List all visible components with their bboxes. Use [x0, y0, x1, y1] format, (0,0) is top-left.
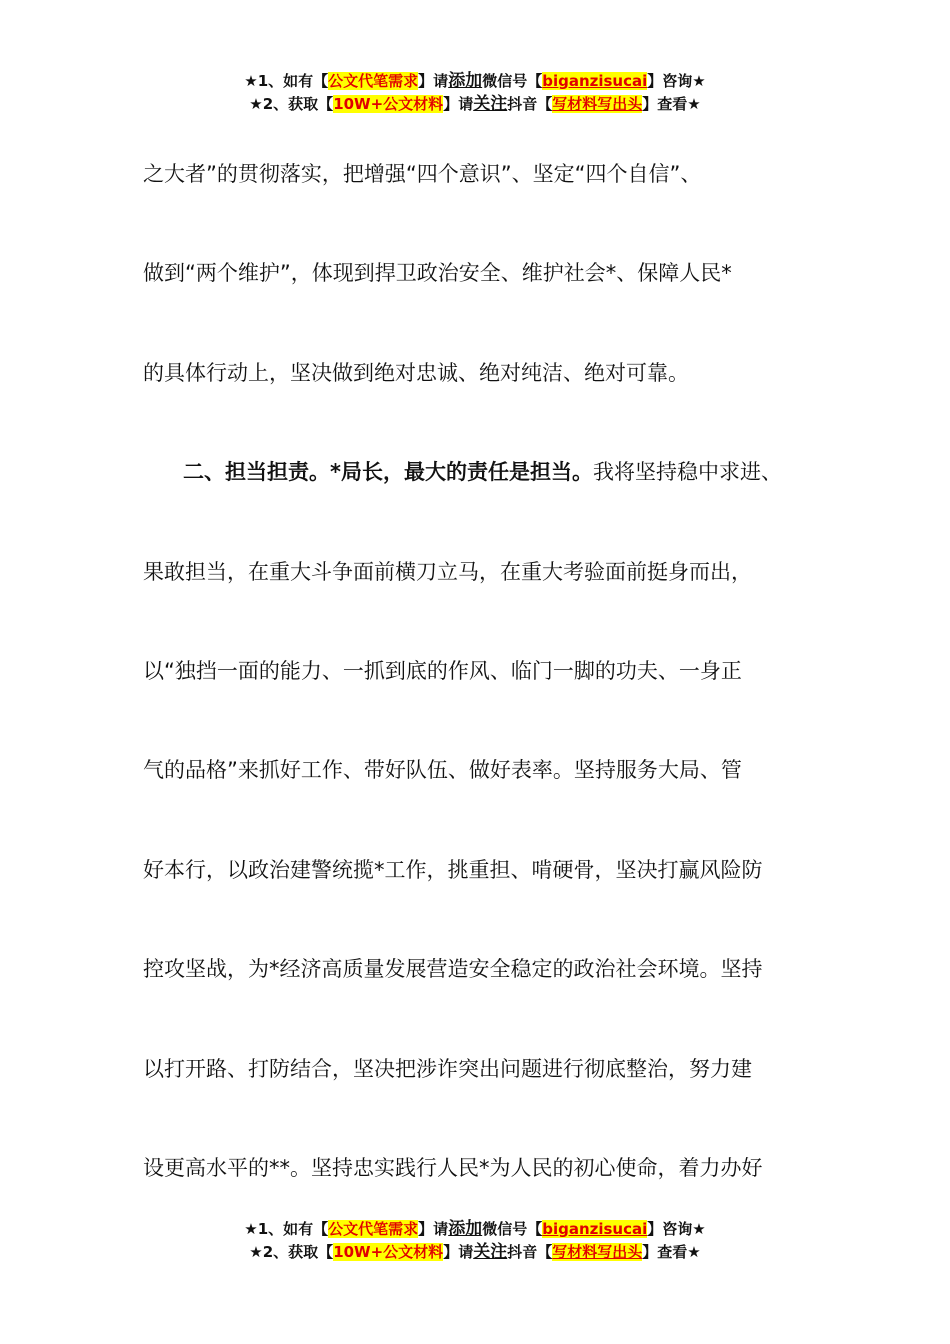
highlight-materials: 10W+公文材料: [333, 95, 444, 113]
body-line: 之大者”的贯彻落实，把增强“四个意识”、坚定“四个自信”、: [143, 162, 702, 186]
highlight-douyin-account: 写材料写出头: [552, 95, 643, 113]
banner-line-2: ★2、获取【10W+公文材料】请关注抖音【写材料写出头】查看★: [249, 1242, 701, 1262]
highlight-materials: 10W+公文材料: [333, 1243, 444, 1261]
body-line: 控攻坚战，为*经济高质量发展营造安全稳定的政治社会环境。坚持: [143, 957, 763, 982]
body-line: 果敢担当，在重大斗争面前横刀立马，在重大考验面前挺身而出，: [143, 559, 752, 584]
banner-line-1: ★1、如有【公文代笔需求】请添加微信号【biganzisucai】咨询★: [244, 71, 706, 91]
section-heading-line: 二、担当担责。*局长，最大的责任是担当。我将坚持稳中求进、: [183, 460, 782, 485]
highlight-service: 公文代笔需求: [328, 1220, 419, 1238]
top-banner: [0, 70, 950, 116]
banner-line-2: ★2、获取【10W+公文材料】请关注抖音【写材料写出头】查看★: [249, 94, 701, 114]
body-line: 以“独挡一面的能力、一抓到底的作风、临门一脚的功夫、一身正: [143, 658, 742, 683]
highlight-wechat-id: biganzisucai: [542, 72, 648, 90]
body-line: 好本行，以政治建警统揽*工作，挑重担、啃硬骨，坚决打赢风险防: [143, 857, 763, 882]
bottom-banner: [0, 1218, 950, 1264]
document-body: [143, 125, 823, 1218]
body-line: 以打开路、打防结合，坚决把涉诈突出问题进行彻底整治，努力建: [143, 1056, 752, 1081]
banner-line-1: ★1、如有【公文代笔需求】请添加微信号【biganzisucai】咨询★: [244, 1219, 706, 1239]
body-line: 气的品格”来抓好工作、带好队伍、做好表率。坚持服务大局、管: [143, 758, 742, 783]
body-line: 设更高水平的**。坚持忠实践行人民*为人民的初心使命，着力办好: [143, 1155, 763, 1180]
section-heading: 二、担当担责。*局长，最大的责任是担当。: [183, 460, 593, 485]
highlight-wechat-id: biganzisucai: [542, 1220, 648, 1238]
highlight-douyin-account: 写材料写出头: [552, 1243, 643, 1261]
body-line: 的具体行动上，坚决做到绝对忠诚、绝对纯洁、绝对可靠。: [143, 360, 689, 385]
highlight-service: 公文代笔需求: [328, 72, 419, 90]
body-line: 做到“两个维护”，体现到捍卫政治安全、维护社会*、保障人民*: [143, 261, 732, 286]
